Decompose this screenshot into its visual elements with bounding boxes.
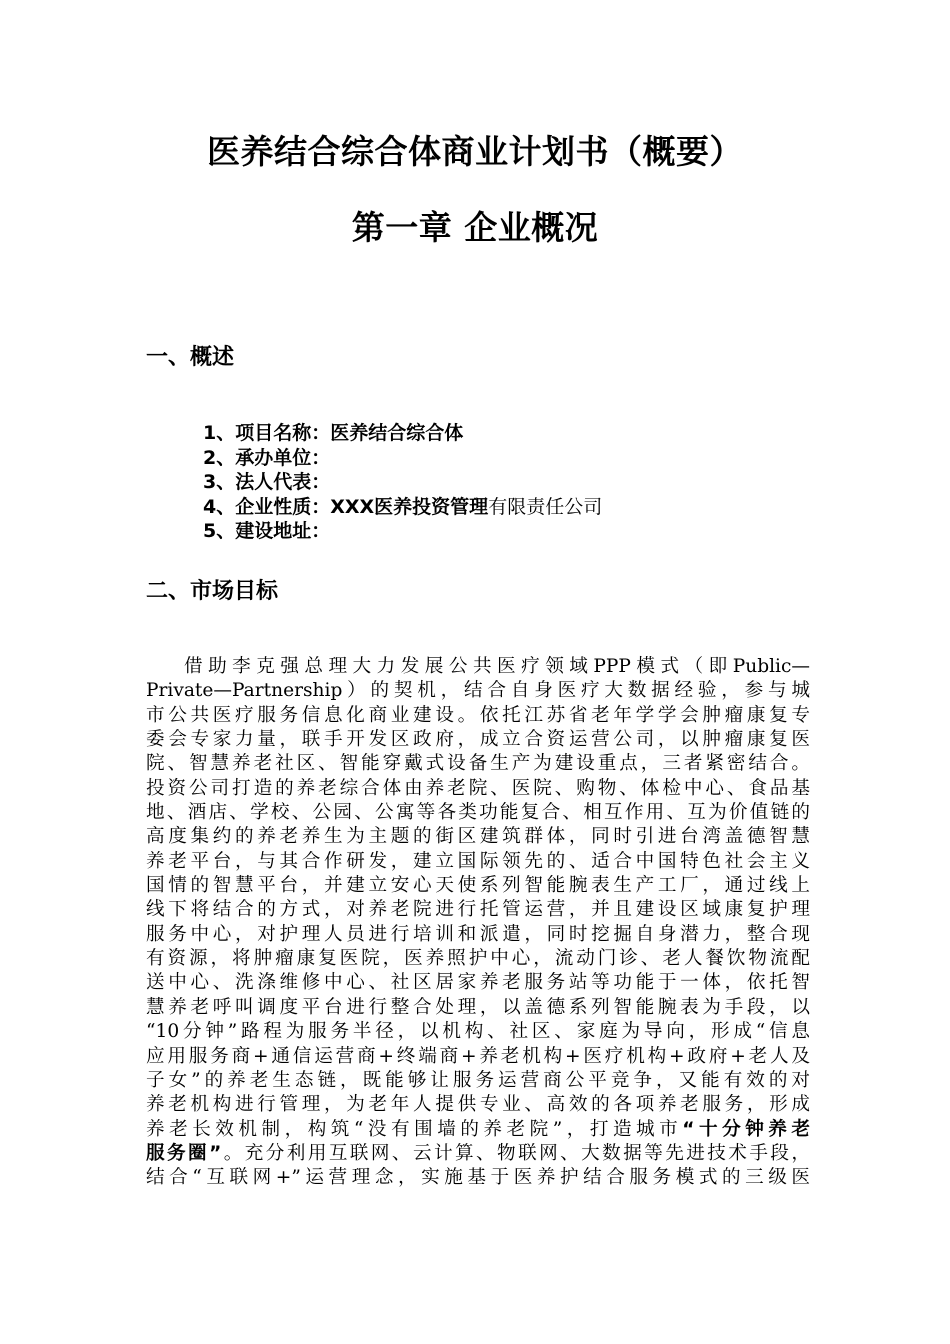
paragraph-line: 投资公司打造的养老综合体由养老院、医院、购物、体检中心、食品基: [146, 777, 810, 799]
paragraph-line: 线下将结合的方式，对养老院进行托管运营，并且建设区域康复护理: [146, 899, 810, 921]
line-text: 养老长效机制，构筑“没有围墙的养老院”，打造城市: [146, 1118, 683, 1140]
section-heading-overview: 一、概述: [146, 345, 235, 370]
project-info-list: [203, 421, 602, 544]
paragraph-line: 国情的智慧平台，并建立安心天使系列智能腕表生产工厂，通过线上: [146, 875, 810, 897]
item-label: 3、法人代表：: [203, 471, 331, 493]
paragraph-line: 有资源，将肿瘤康复医院，医养照护中心，流动门诊、老人餐饮物流配: [146, 948, 810, 970]
item-label: 1、项目名称：: [203, 422, 331, 444]
paragraph-line: [146, 1118, 810, 1142]
paragraph-line: 借助李克强总理大力发展公共医疗领域PPP模式（即Public—: [184, 656, 810, 677]
item-label: 5、建设地址：: [203, 520, 331, 542]
paragraph-line: 养老机构进行管理，为老年人提供专业、高效的各项养老服务，形成: [146, 1094, 810, 1116]
item-value: 医养结合综合体: [330, 422, 464, 444]
paragraph-line: 结合“互联网+”运营理念，实施基于医养护结合服务模式的三级医: [146, 1167, 810, 1189]
paragraph-line: 市公共医疗服务信息化商业建设。依托江苏省老年学学会肿瘤康复专: [146, 704, 810, 726]
list-item: [203, 470, 602, 495]
paragraph-line: 子女”的养老生态链，既能够让服务运营商公平竞争，又能有效的对: [146, 1069, 810, 1091]
list-item: [203, 421, 602, 446]
paragraph-line: 服务中心，对护理人员进行培训和派遣，同时挖掘自身潜力，整合现: [146, 923, 810, 945]
item-label: 2、承办单位：: [203, 446, 331, 469]
item-value: XXX医养投资管理: [330, 495, 489, 518]
market-paragraph: [146, 655, 810, 1191]
paragraph-line: 高度集约的养老养生为主题的街区建筑群体，同时引进台湾盖德智慧: [146, 826, 810, 848]
chapter-title: 第一章 企业概况: [351, 208, 599, 247]
paragraph-line: 地、酒店、学校、公园、公寓等各类功能复合、相互作用、互为价值链的: [146, 802, 810, 824]
emphasis-text: 服务圈”: [146, 1142, 222, 1164]
paragraph-line: 院、智慧养老社区、智能穿戴式设备生产为建设重点，三者紧密结合。: [146, 753, 810, 775]
paragraph-line: 委会专家力量，联手开发区政府，成立合资运营公司，以肿瘤康复医: [146, 729, 810, 751]
list-item: [203, 519, 602, 544]
paragraph-line: “10分钟”路程为服务半径，以机构、社区、家庭为导向，形成“信息: [146, 1021, 810, 1043]
document-title: 医养结合综合体商业计划书（概要）: [207, 132, 743, 171]
list-item: [203, 495, 602, 520]
paragraph-line: 应用服务商+通信运营商+终端商+养老机构+医疗机构+政府+老人及: [146, 1045, 810, 1067]
item-label: 4、企业性质：: [203, 495, 331, 518]
paragraph-line: Private—Partnership）的契机，结合自身医疗大数据经验，参与城: [146, 680, 810, 702]
emphasis-text: “十分钟养老: [682, 1118, 810, 1140]
paragraph-line: [146, 1142, 810, 1166]
line-text: 。充分利用互联网、云计算、物联网、大数据等先进技术手段，: [221, 1142, 810, 1164]
paragraph-line: 慧养老呼叫调度平台进行整合处理，以盖德系列智能腕表为手段，以: [146, 996, 810, 1018]
list-item: [203, 446, 602, 471]
paragraph-line: 送中心、洗涤维修中心、社区居家养老服务站等功能于一体，依托智: [146, 972, 810, 994]
paragraph-line: 养老平台，与其合作研发，建立国际领先的、适合中国特色社会主义: [146, 850, 810, 872]
section-heading-market: 二、市场目标: [146, 579, 279, 604]
item-value-suffix: 有限责任公司: [488, 495, 603, 518]
